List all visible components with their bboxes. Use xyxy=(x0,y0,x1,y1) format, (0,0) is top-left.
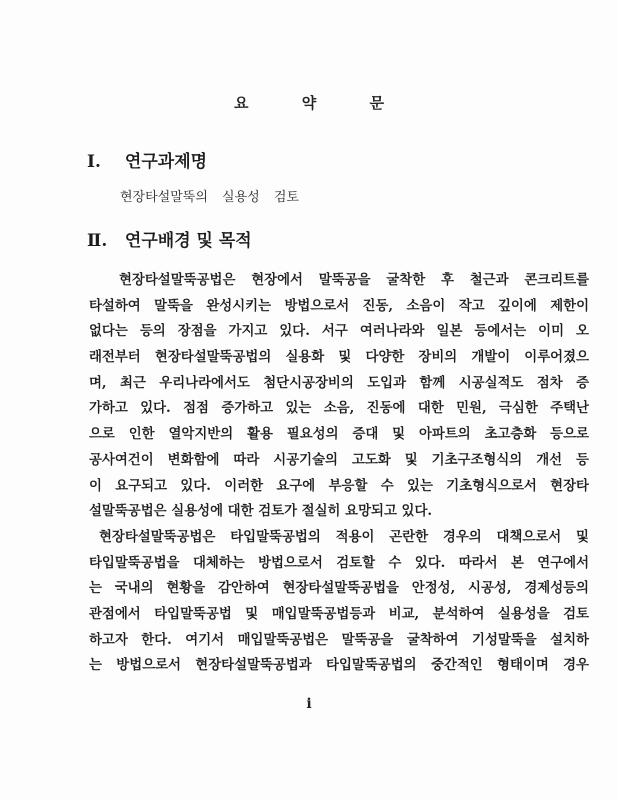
text-line: 으로 인한 열악지반의 활용 필요성의 증대 및 아파트의 초고층화 등으로 xyxy=(89,426,589,443)
text-line: 하고자 한다. 여기서 매입말뚝공법은 말뚝공을 굴착하여 기성말뚝을 설치하 xyxy=(89,631,589,648)
text-line: 타입말뚝공법을 대체하는 방법으로서 검토할 수 있다. 따라서 본 연구에서 xyxy=(89,554,589,571)
body-paragraphs xyxy=(89,268,589,679)
text-line: 현장타설말뚝공법은 현장에서 말뚝공을 굴착한 후 철근과 콘크리트를 xyxy=(119,272,589,288)
text-line: 가하고 있다. 점점 증가하고 있는 소음, 진동에 대한 민원, 극심한 주택난 xyxy=(89,400,589,417)
section-heading-text: 연구과제명 xyxy=(124,152,208,172)
research-project-name: 현장타설말뚝의 실용성 검토 xyxy=(120,190,299,205)
page-number: i xyxy=(306,696,312,712)
text-line: 공사여건이 변화함에 따라 시공기술의 고도화 및 기초구조형식의 개선 등 xyxy=(89,451,589,468)
section-heading-1 xyxy=(87,147,207,172)
section-heading-text: 연구배경 및 목적 xyxy=(124,231,252,251)
section-number: Ⅱ. xyxy=(87,231,108,251)
section-number: Ⅰ. xyxy=(87,152,101,172)
document-title: 요 약 문 xyxy=(234,94,384,112)
text-line: 래전부터 현장타설말뚝공법의 실용화 및 다양한 장비의 개발이 이루어졌으 xyxy=(89,349,589,366)
text-line: 설말뚝공법은 실용성에 대한 검토가 절실히 요망되고 있다. xyxy=(89,503,433,520)
text-line: 며, 최근 우리나라에서도 첨단시공장비의 도입과 함께 시공실적도 점차 증 xyxy=(89,374,589,391)
section-heading-2 xyxy=(87,226,252,251)
text-line: 는 방법으로서 현장타설말뚝공법과 타입말뚝공법의 중간적인 형태이며 경우 xyxy=(89,657,589,674)
text-line: 현장타설말뚝공법은 타입말뚝공법의 적용이 곤란한 경우의 대책으로서 및 xyxy=(99,528,589,545)
text-line: 는 국내의 현황을 감안하여 현장타설말뚝공법을 안정성, 시공성, 경제성등의 xyxy=(89,580,589,597)
text-line: 타설하여 말뚝을 완성시키는 방법으로서 진동, 소음이 작고 깊이에 제한이 xyxy=(89,297,589,314)
text-line: 없다는 등의 장점을 가지고 있다. 서구 여러나라와 일본 등에서는 이미 오 xyxy=(89,323,589,340)
text-line: 관점에서 타입말뚝공법 및 매입말뚝공법등과 비교, 분석하여 실용성을 검토 xyxy=(89,605,589,622)
text-line: 이 요구되고 있다. 이러한 요구에 부응할 수 있는 기초형식으로서 현장타 xyxy=(89,477,589,494)
